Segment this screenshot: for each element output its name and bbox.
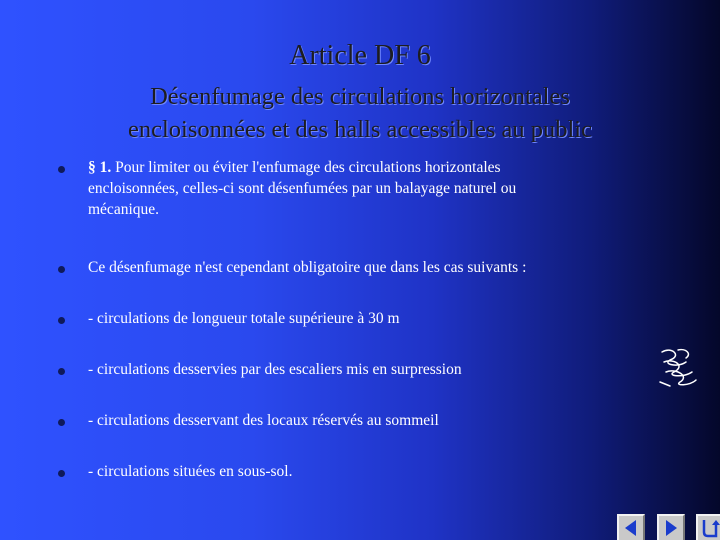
- previous-slide-icon: [619, 516, 643, 540]
- next-slide-icon: [659, 516, 683, 540]
- bullet-text: - circulations de longueur totale supérieure à 30 m: [88, 310, 400, 327]
- bullet-dot-icon: [58, 166, 65, 173]
- slide-subtitle: [60, 80, 660, 146]
- bullet-dot-icon: [58, 470, 65, 477]
- bullet-line: encloisonnées, celles-ci sont désenfumées par un balayage naturel ou: [88, 180, 517, 197]
- bullet-dot-icon: [58, 368, 65, 375]
- bullet-text: - circulations desservies par des escaliers mis en surpression: [88, 361, 462, 378]
- bullet-text: - circulations situées en sous-sol.: [88, 463, 293, 480]
- scribble-icon: [656, 342, 704, 390]
- previous-slide-button[interactable]: [617, 514, 645, 540]
- section-marker: § 1.: [88, 159, 112, 176]
- return-button[interactable]: [696, 514, 720, 540]
- return-icon: [698, 516, 720, 540]
- bullet-text: - circulations desservant des locaux réservés au sommeil: [88, 412, 439, 429]
- bullet-text: Ce désenfumage n'est cependant obligatoire que dans les cas suivants :: [88, 259, 527, 276]
- subtitle-line: encloisonnées et des halls accessibles au public: [128, 116, 592, 143]
- bullet-dot-icon: [58, 419, 65, 426]
- next-slide-button[interactable]: [657, 514, 685, 540]
- bullet-dot-icon: [58, 266, 65, 273]
- bullet-text: [88, 157, 618, 220]
- bullet-dot-icon: [58, 317, 65, 324]
- subtitle-line: Désenfumage des circulations horizontales: [150, 83, 570, 110]
- slide-title: Article DF 6: [289, 40, 431, 71]
- bullet-line: mécanique.: [88, 201, 160, 218]
- bullet-line: Pour limiter ou éviter l'enfumage des circulations horizontales: [115, 159, 501, 176]
